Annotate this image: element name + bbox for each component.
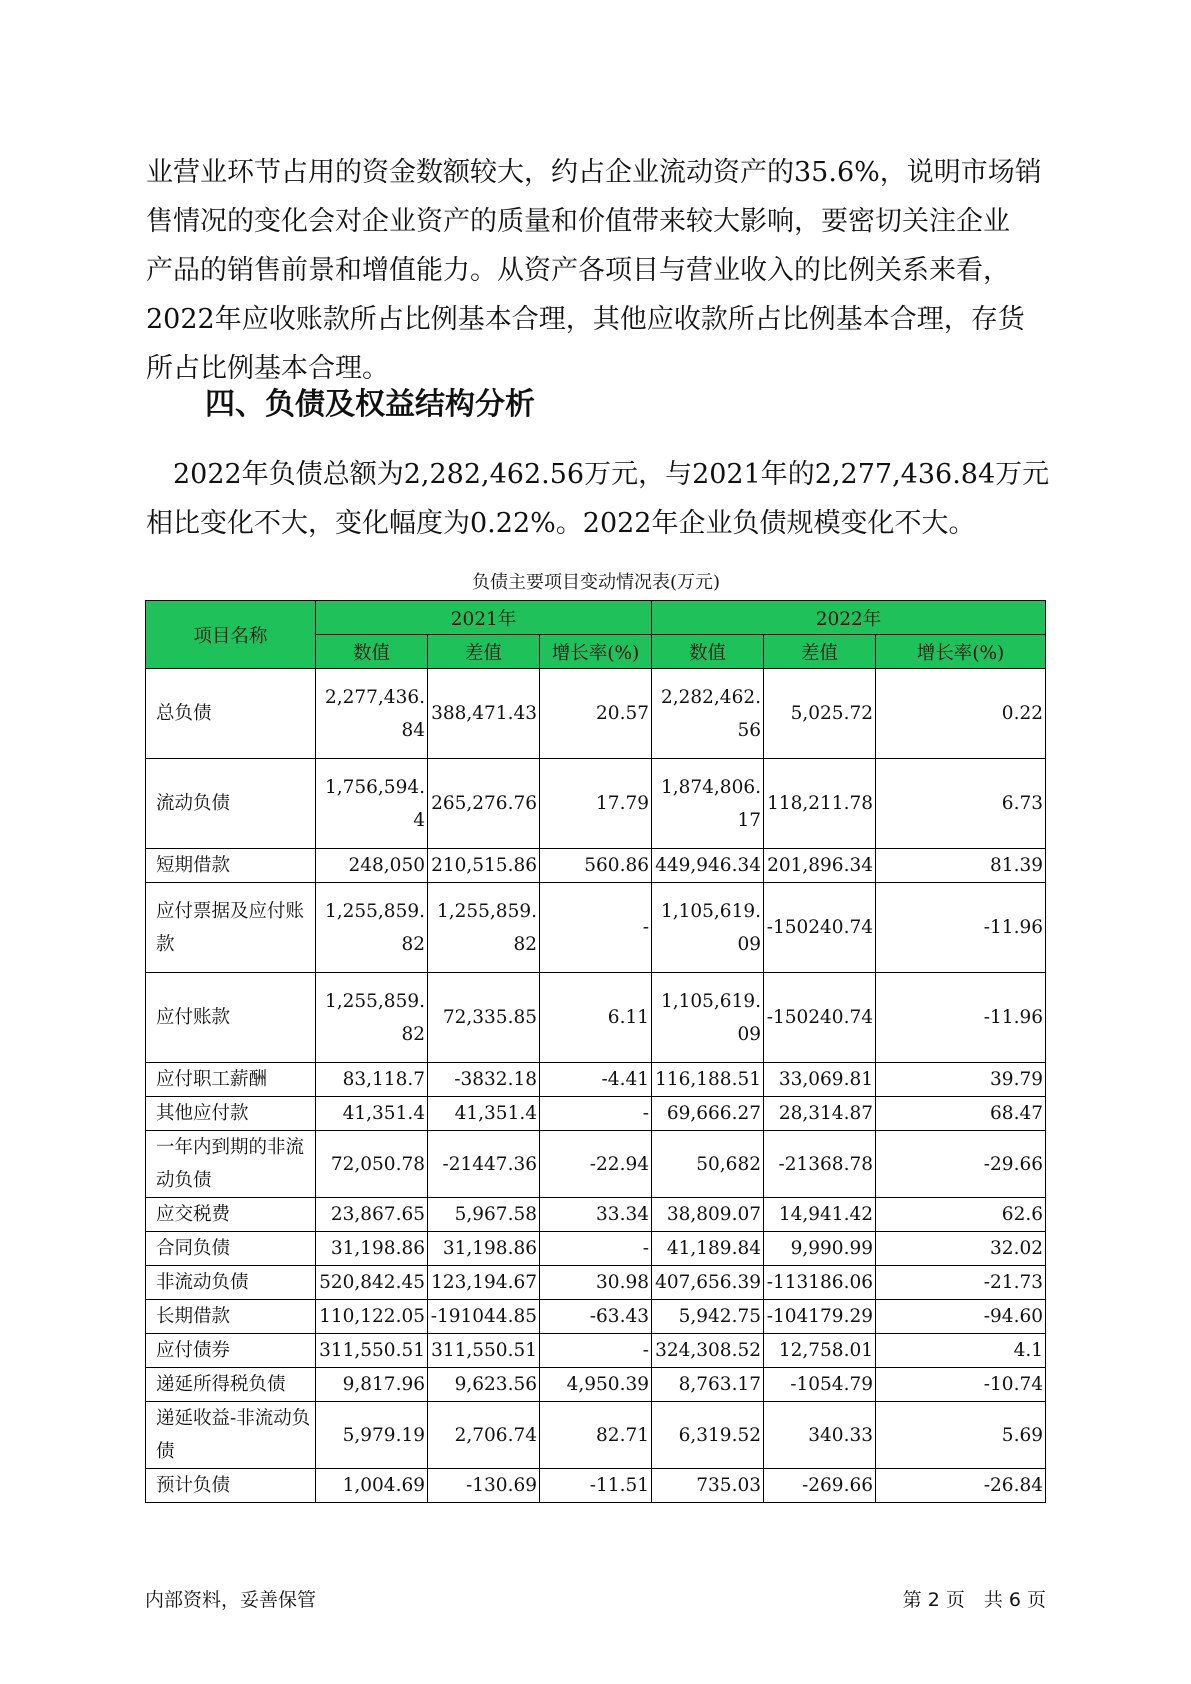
row-cell: 1,255,859.82 xyxy=(316,973,428,1063)
row-item-name: 非流动负债 xyxy=(146,1266,316,1300)
row-cell: 23,867.65 xyxy=(316,1198,428,1232)
row-cell: -11.96 xyxy=(876,883,1046,973)
row-cell: 1,105,619.09 xyxy=(652,973,764,1063)
row-cell: 50,682 xyxy=(652,1131,764,1198)
row-cell: 248,050 xyxy=(316,849,428,883)
row-cell: 311,550.51 xyxy=(316,1334,428,1368)
table-row xyxy=(146,1232,1046,1266)
row-cell: 72,335.85 xyxy=(428,973,540,1063)
row-cell: 83,118.7 xyxy=(316,1063,428,1097)
row-item-name: 应交税费 xyxy=(146,1198,316,1232)
header-growth-rate: 增长率(%) xyxy=(876,635,1046,669)
row-cell: 41,351.4 xyxy=(428,1097,540,1131)
row-cell: 560.86 xyxy=(540,849,652,883)
row-cell: 14,941.42 xyxy=(764,1198,876,1232)
row-cell: 41,189.84 xyxy=(652,1232,764,1266)
table-row xyxy=(146,1334,1046,1368)
header-diff: 差值 xyxy=(428,635,540,669)
header-value: 数值 xyxy=(652,635,764,669)
row-cell: -150240.74 xyxy=(764,883,876,973)
summary-paragraph xyxy=(146,450,1050,548)
row-cell: 38,809.07 xyxy=(652,1198,764,1232)
row-item-name: 递延收益-非流动负债 xyxy=(146,1402,316,1469)
row-cell: 340.33 xyxy=(764,1402,876,1469)
table-row xyxy=(146,1097,1046,1131)
footer-confidential: 内部资料，妥善保管 xyxy=(145,1589,317,1611)
row-cell: 311,550.51 xyxy=(428,1334,540,1368)
row-cell: 2,282,462.56 xyxy=(652,669,764,759)
table-row xyxy=(146,973,1046,1063)
row-cell: 123,194.67 xyxy=(428,1266,540,1300)
row-cell: 388,471.43 xyxy=(428,669,540,759)
table-row xyxy=(146,1402,1046,1469)
table-row xyxy=(146,1300,1046,1334)
row-cell: -21.73 xyxy=(876,1266,1046,1300)
row-cell: 324,308.52 xyxy=(652,1334,764,1368)
row-item-name: 合同负债 xyxy=(146,1232,316,1266)
intro-line: 2022年应收账款所占比例基本合理，其他应收款所占比例基本合理，存货 xyxy=(146,304,1025,335)
row-item-name: 短期借款 xyxy=(146,849,316,883)
row-cell: 33.34 xyxy=(540,1198,652,1232)
liabilities-table xyxy=(145,600,1046,1503)
row-cell: -130.69 xyxy=(428,1469,540,1503)
header-diff: 差值 xyxy=(764,635,876,669)
row-cell: 407,656.39 xyxy=(652,1266,764,1300)
row-cell: 31,198.86 xyxy=(316,1232,428,1266)
header-growth-rate: 增长率(%) xyxy=(540,635,652,669)
row-cell: 20.57 xyxy=(540,669,652,759)
row-cell: -10.74 xyxy=(876,1368,1046,1402)
intro-paragraph xyxy=(146,148,1046,393)
row-cell: 1,756,594.4 xyxy=(316,759,428,849)
row-cell: -113186.06 xyxy=(764,1266,876,1300)
row-cell: 1,255,859.82 xyxy=(316,883,428,973)
row-cell: -191044.85 xyxy=(428,1300,540,1334)
row-cell: 6,319.52 xyxy=(652,1402,764,1469)
row-cell: 1,004.69 xyxy=(316,1469,428,1503)
row-cell: 9,990.99 xyxy=(764,1232,876,1266)
intro-line: 产品的销售前景和增值能力。从资产各项目与营业收入的比例关系来看， xyxy=(146,255,1010,286)
row-cell: -269.66 xyxy=(764,1469,876,1503)
row-cell: -94.60 xyxy=(876,1300,1046,1334)
row-cell: 41,351.4 xyxy=(316,1097,428,1131)
row-cell: 265,276.76 xyxy=(428,759,540,849)
row-cell: 9,817.96 xyxy=(316,1368,428,1402)
row-cell: -29.66 xyxy=(876,1131,1046,1198)
row-cell: 68.47 xyxy=(876,1097,1046,1131)
row-cell: 32.02 xyxy=(876,1232,1046,1266)
table-row xyxy=(146,849,1046,883)
header-year-2021: 2021年 xyxy=(316,601,652,635)
row-cell: 6.73 xyxy=(876,759,1046,849)
row-cell: 33,069.81 xyxy=(764,1063,876,1097)
intro-line: 售情况的变化会对企业资产的质量和价值带来较大影响，要密切关注企业 xyxy=(146,206,1010,237)
summary-line: 2022年负债总额为2,282,462.56万元，与2021年的2,277,436.84万元 xyxy=(146,459,1050,490)
table-row xyxy=(146,883,1046,973)
footer-page-number: 第 2 页 共 6 页 xyxy=(902,1589,1046,1611)
intro-line: 所占比例基本合理。 xyxy=(146,353,389,384)
row-cell: -150240.74 xyxy=(764,973,876,1063)
intro-line: 业营业环节占用的资金数额较大，约占企业流动资产的35.6%，说明市场销 xyxy=(146,157,1042,188)
table-row xyxy=(146,1266,1046,1300)
row-cell: 5,979.19 xyxy=(316,1402,428,1469)
table-body xyxy=(146,669,1046,1503)
row-cell: 9,623.56 xyxy=(428,1368,540,1402)
row-cell: -21368.78 xyxy=(764,1131,876,1198)
table-row xyxy=(146,1368,1046,1402)
row-cell: -21447.36 xyxy=(428,1131,540,1198)
row-cell: 8,763.17 xyxy=(652,1368,764,1402)
row-cell: -4.41 xyxy=(540,1063,652,1097)
row-cell: -104179.29 xyxy=(764,1300,876,1334)
table-row xyxy=(146,759,1046,849)
row-item-name: 应付账款 xyxy=(146,973,316,1063)
row-cell: -63.43 xyxy=(540,1300,652,1334)
row-cell: -26.84 xyxy=(876,1469,1046,1503)
row-cell: 1,105,619.09 xyxy=(652,883,764,973)
row-cell: 201,896.34 xyxy=(764,849,876,883)
row-cell: 72,050.78 xyxy=(316,1131,428,1198)
row-cell: 520,842.45 xyxy=(316,1266,428,1300)
header-item-name: 项目名称 xyxy=(146,601,316,669)
row-item-name: 预计负债 xyxy=(146,1469,316,1503)
row-cell: 30.98 xyxy=(540,1266,652,1300)
row-cell: 2,277,436.84 xyxy=(316,669,428,759)
table-row xyxy=(146,1198,1046,1232)
summary-line: 相比变化不大，变化幅度为0.22%。2022年企业负债规模变化不大。 xyxy=(146,508,976,539)
row-cell: -22.94 xyxy=(540,1131,652,1198)
row-cell: 5,967.58 xyxy=(428,1198,540,1232)
table-row xyxy=(146,1063,1046,1097)
header-year-2022: 2022年 xyxy=(652,601,1046,635)
row-cell: -11.96 xyxy=(876,973,1046,1063)
row-item-name: 总负债 xyxy=(146,669,316,759)
row-cell: 82.71 xyxy=(540,1402,652,1469)
row-cell: 12,758.01 xyxy=(764,1334,876,1368)
row-cell: 5,942.75 xyxy=(652,1300,764,1334)
row-item-name: 应付票据及应付账款 xyxy=(146,883,316,973)
row-cell: 449,946.34 xyxy=(652,849,764,883)
row-cell: -3832.18 xyxy=(428,1063,540,1097)
row-cell: 62.6 xyxy=(876,1198,1046,1232)
table-caption: 负债主要项目变动情况表(万元) xyxy=(471,572,721,593)
row-cell: - xyxy=(540,883,652,973)
row-cell: 4,950.39 xyxy=(540,1368,652,1402)
row-item-name: 应付职工薪酬 xyxy=(146,1063,316,1097)
row-item-name: 应付债券 xyxy=(146,1334,316,1368)
row-cell: - xyxy=(540,1334,652,1368)
row-item-name: 递延所得税负债 xyxy=(146,1368,316,1402)
row-cell: 735.03 xyxy=(652,1469,764,1503)
row-cell: 1,255,859.82 xyxy=(428,883,540,973)
row-item-name: 长期借款 xyxy=(146,1300,316,1334)
table-row xyxy=(146,669,1046,759)
header-value: 数值 xyxy=(316,635,428,669)
row-cell: -11.51 xyxy=(540,1469,652,1503)
row-cell: 39.79 xyxy=(876,1063,1046,1097)
row-cell: 5.69 xyxy=(876,1402,1046,1469)
row-cell: 17.79 xyxy=(540,759,652,849)
row-item-name: 其他应付款 xyxy=(146,1097,316,1131)
row-cell: 210,515.86 xyxy=(428,849,540,883)
row-cell: 0.22 xyxy=(876,669,1046,759)
row-cell: 4.1 xyxy=(876,1334,1046,1368)
row-item-name: 流动负债 xyxy=(146,759,316,849)
table-row xyxy=(146,1469,1046,1503)
row-cell: - xyxy=(540,1232,652,1266)
section-heading: 四、负债及权益结构分析 xyxy=(205,387,535,422)
row-item-name: 一年内到期的非流动负债 xyxy=(146,1131,316,1198)
row-cell: 118,211.78 xyxy=(764,759,876,849)
row-cell: 1,874,806.17 xyxy=(652,759,764,849)
row-cell: -1054.79 xyxy=(764,1368,876,1402)
row-cell: 31,198.86 xyxy=(428,1232,540,1266)
row-cell: 110,122.05 xyxy=(316,1300,428,1334)
table-row xyxy=(146,1131,1046,1198)
row-cell: 28,314.87 xyxy=(764,1097,876,1131)
row-cell: 81.39 xyxy=(876,849,1046,883)
row-cell: 5,025.72 xyxy=(764,669,876,759)
row-cell: - xyxy=(540,1097,652,1131)
row-cell: 69,666.27 xyxy=(652,1097,764,1131)
row-cell: 2,706.74 xyxy=(428,1402,540,1469)
row-cell: 116,188.51 xyxy=(652,1063,764,1097)
row-cell: 6.11 xyxy=(540,973,652,1063)
